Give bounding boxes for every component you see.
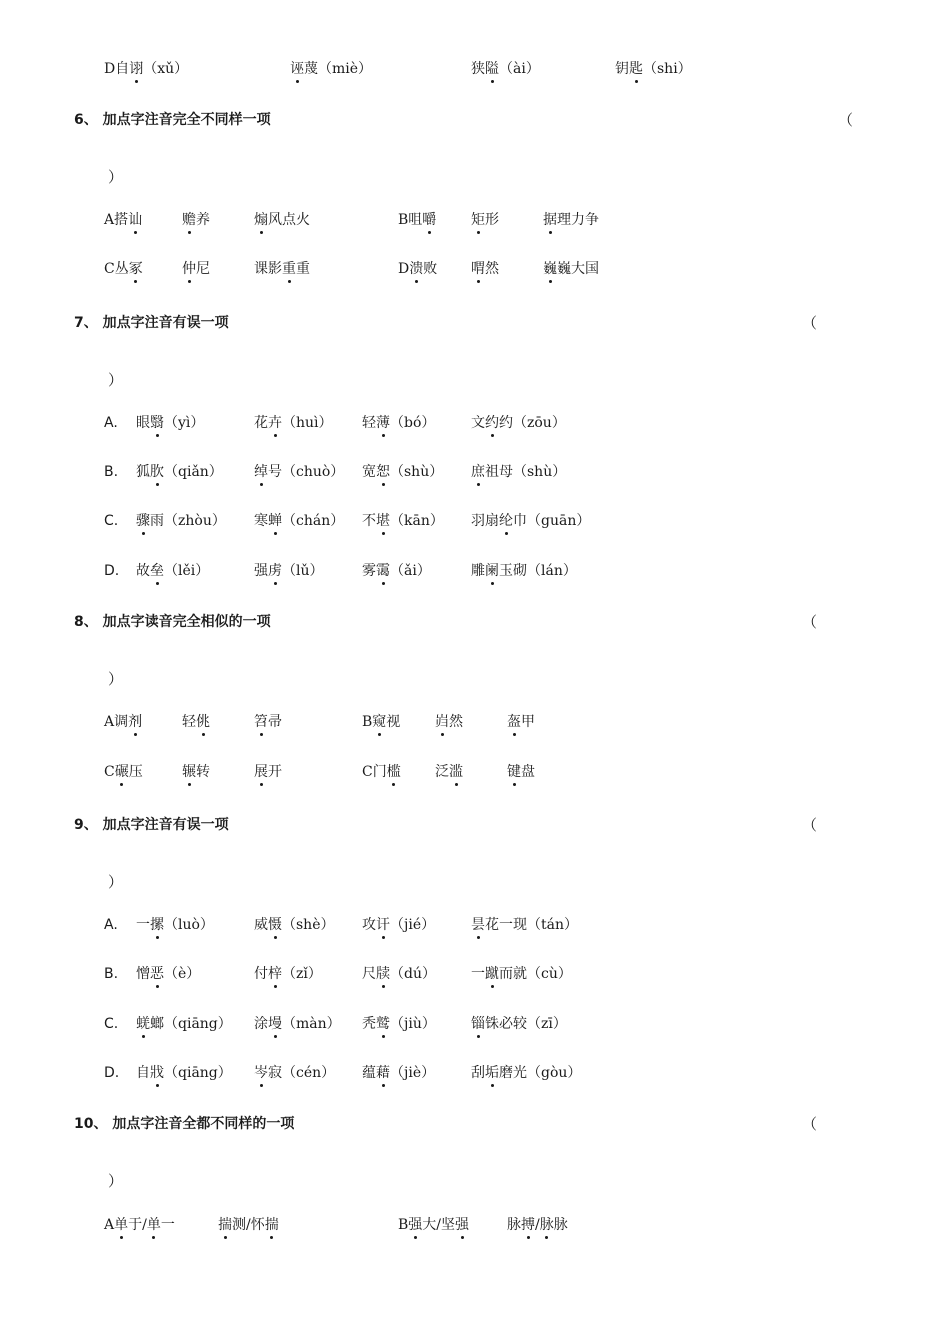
q9-answer-paren-close: ） (108, 873, 124, 891)
q7-a-item-4: 文约约（zōu） (471, 415, 566, 431)
q7-a-item-1: 眼翳（yì） (136, 415, 205, 431)
q7-option-b-label: B. (104, 464, 119, 480)
q7-b-item-4: 庶祖母（shù） (471, 464, 567, 480)
q6-b-word-1: B咀嚼 (398, 212, 437, 228)
q10-answer-paren-close: ） (108, 1172, 124, 1190)
q8-c-word-2: 辗转 (182, 764, 210, 780)
q8-title: 8、 加点字读音完全相似的一项 (74, 614, 271, 630)
q10-answer-paren-open: （ (802, 1115, 818, 1133)
q9-option-c-label: C. (104, 1016, 119, 1032)
q7-answer-paren-open: （ (802, 314, 818, 332)
q8-answer-paren-close: ） (108, 670, 124, 688)
q9-a-item-1: 一摞（luò） (136, 917, 214, 933)
q8-b-word-2: 岿然 (435, 714, 463, 730)
q7-d-item-1: 故垒（lěi） (136, 563, 210, 579)
q5-option-d-item-2: 诬蔑（miè） (290, 61, 373, 77)
q9-option-d-label: D. (104, 1065, 120, 1081)
q8-a-word-1: A调剂 (104, 714, 143, 730)
q7-b-item-2: 绰号（chuò） (254, 464, 345, 480)
q7-d-item-2: 强虏（lǔ） (254, 563, 324, 579)
q9-b-item-2: 付梓（zǐ） (254, 966, 322, 982)
q6-c-word-3: 课影重重 (254, 261, 310, 277)
q6-c-word-1: C丛冢 (104, 261, 143, 277)
q7-option-a-label: A. (104, 415, 118, 431)
q8-b-word-1: B窥视 (362, 714, 401, 730)
q7-d-item-4: 雕阑玉砌（lán） (471, 563, 577, 579)
q8-c-word-1: C碾压 (104, 764, 143, 780)
q10-option-b-group-2: 脉搏/脉脉 (507, 1217, 568, 1233)
q7-d-item-3: 雾霭（ǎi） (362, 563, 431, 579)
q9-c-item-3: 秃鹫（jiù） (362, 1016, 436, 1032)
q9-a-item-3: 攻讦（jié） (362, 917, 436, 933)
q7-option-d-label: D. (104, 563, 120, 579)
q8-c2-word-2: 泛滥 (435, 764, 463, 780)
q9-option-a-label: A. (104, 917, 118, 933)
q7-answer-paren-close: ） (108, 371, 124, 389)
q7-c-item-3: 不堪（kān） (362, 513, 444, 529)
q7-c-item-2: 寒蝉（chán） (254, 513, 345, 529)
q7-c-item-1: 骤雨（zhòu） (136, 513, 226, 529)
q10-option-b-group-1: B强大/坚强 (398, 1217, 470, 1233)
q9-c-item-4: 锱铢必较（zī） (471, 1016, 567, 1032)
q10-option-a-group-2: 揣测/怀揣 (218, 1217, 279, 1233)
q9-b-item-1: 憎恶（è） (136, 966, 201, 982)
q8-b-word-3: 盔甲 (507, 714, 535, 730)
q9-d-item-1: 自戕（qiāng） (136, 1065, 232, 1081)
q9-option-b-label: B. (104, 966, 119, 982)
q9-c-item-2: 涂墁（màn） (254, 1016, 341, 1032)
q7-a-item-2: 花卉（huì） (254, 415, 333, 431)
q8-answer-paren-open: （ (802, 613, 818, 631)
q9-a-item-2: 威慑（shè） (254, 917, 335, 933)
q7-option-c-label: C. (104, 513, 119, 529)
q6-b-word-3: 据理力争 (543, 212, 599, 228)
q9-title: 9、 加点字注音有误一项 (74, 817, 229, 833)
q6-a-word-2: 赡养 (182, 212, 210, 228)
q6-answer-paren-open: （ (838, 111, 854, 129)
q9-a-item-4: 昙花一现（tán） (471, 917, 578, 933)
q9-d-item-2: 岑寂（cén） (254, 1065, 336, 1081)
q9-b-item-4: 一蹴而就（cù） (471, 966, 572, 982)
q6-c-word-2: 仲尼 (182, 261, 210, 277)
q9-b-item-3: 尺牍（dú） (362, 966, 436, 982)
q8-a-word-3: 笤帚 (254, 714, 282, 730)
q6-d-word-1: D溃败 (398, 261, 438, 277)
q9-d-item-3: 蕴藉（jiè） (362, 1065, 436, 1081)
q6-title: 6、 加点字注音完全不同样一项 (74, 112, 271, 128)
q7-b-item-1: 狐肷（qiǎn） (136, 464, 223, 480)
q5-option-d-item-1: D自诩（xǔ） (104, 61, 189, 77)
q7-b-item-3: 宽恕（shù） (362, 464, 444, 480)
q5-option-d-item-4: 钥匙（shi） (615, 61, 692, 77)
q6-a-word-3: 煽风点火 (254, 212, 310, 228)
q8-c-word-3: 展开 (254, 764, 282, 780)
q10-option-a-group-1: A单于/单一 (104, 1217, 175, 1233)
q6-a-word-1: A搭讪 (104, 212, 143, 228)
q9-c-item-1: 蜣螂（qiāng） (136, 1016, 232, 1032)
q7-title: 7、 加点字注音有误一项 (74, 315, 229, 331)
q8-a-word-2: 轻佻 (182, 714, 210, 730)
q9-answer-paren-open: （ (802, 816, 818, 834)
q7-a-item-3: 轻薄（bó） (362, 415, 436, 431)
q5-option-d-item-3: 狭隘（ài） (471, 61, 540, 77)
q9-d-item-4: 刮垢磨光（gòu） (471, 1065, 582, 1081)
q6-d-word-2: 喟然 (471, 261, 499, 277)
q8-c2-word-3: 键盘 (507, 764, 535, 780)
q8-c2-word-1: C门槛 (362, 764, 401, 780)
q6-answer-paren-close: ） (108, 168, 124, 186)
q6-d-word-3: 巍巍大国 (543, 261, 599, 277)
q10-title: 10、 加点字注音全都不同样的一项 (74, 1116, 295, 1132)
q7-c-item-4: 羽扇纶巾（guān） (471, 513, 591, 529)
q6-b-word-2: 矩形 (471, 212, 499, 228)
